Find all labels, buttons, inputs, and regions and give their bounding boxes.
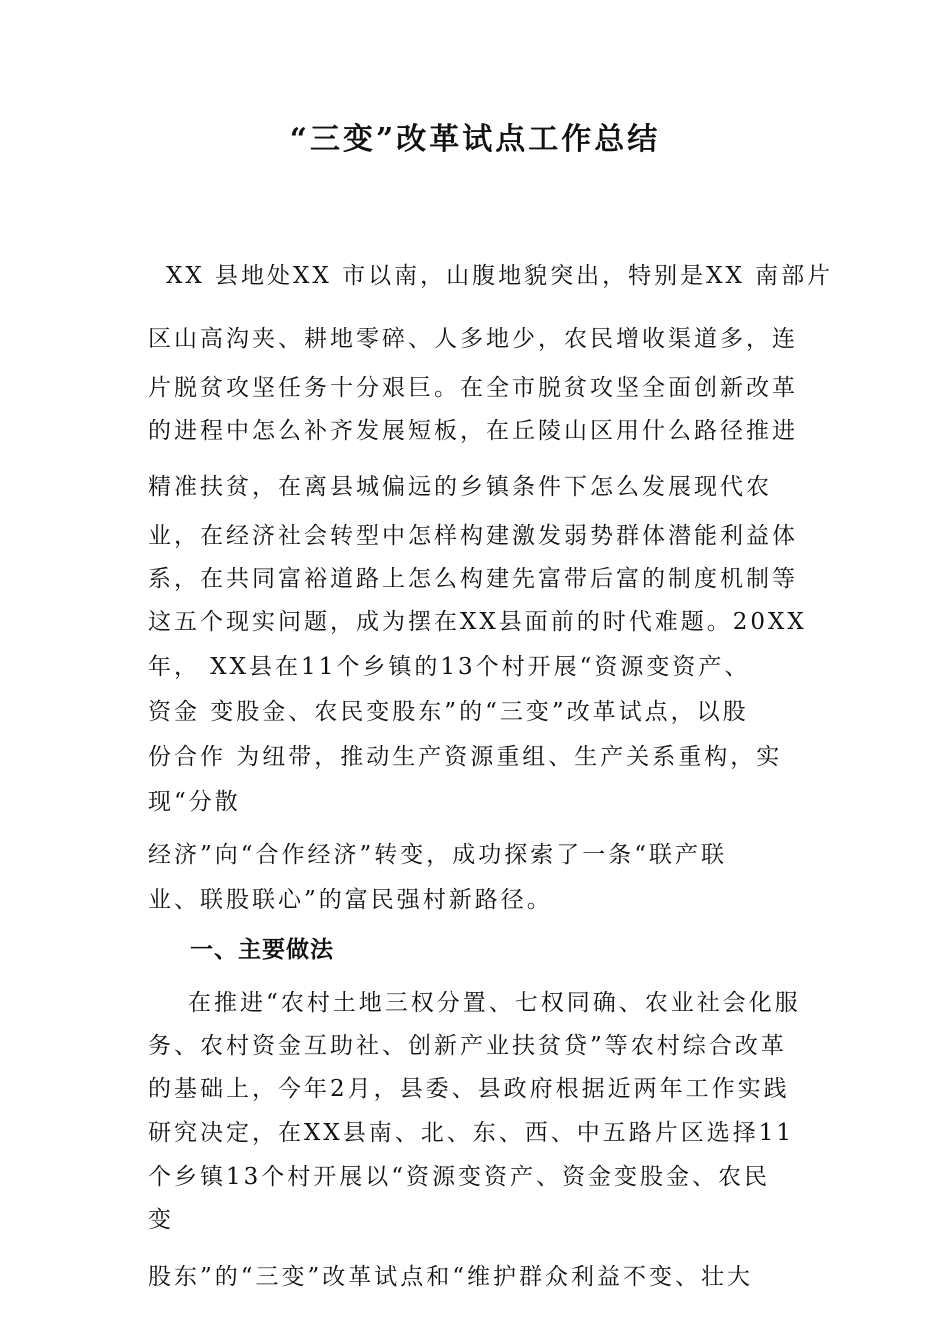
section-line: 股东”的“三变”改革试点和“维护群众利益不变、壮大: [148, 1264, 754, 1290]
intro-line: 业，在经济社会转型中怎样构建激发弱势群体潜能利益体: [148, 523, 798, 549]
document-title: “三变”改革试点工作总结: [289, 122, 661, 157]
section-line: 在推进“农村土地三权分置、七权同确、农业社会化服: [188, 990, 801, 1016]
intro-line: 片脱贫攻坚任务十分艰巨。在全市脱贫攻坚全面创新改革: [148, 375, 798, 401]
intro-line: 经济”向“合作经济”转变，成功探索了一条“联产联: [148, 842, 728, 868]
section-heading: 一、主要做法: [190, 937, 334, 963]
section-line: 的基础上，今年2月，县委、县政府根据近两年工作实践: [148, 1076, 790, 1102]
intro-line: 的进程中怎么补齐发展短板，在丘陵山区用什么路径推进: [148, 418, 798, 444]
intro-line: 精准扶贫，在离县城偏远的乡镇条件下怎么发展现代农: [148, 474, 772, 500]
intro-line: 资金 变股金、农民变股东”的“三变”改革试点，以股: [148, 699, 749, 725]
intro-line: XX 县地处XX 市以南，山腹地貌突出，特别是XX 南部片: [166, 263, 834, 289]
intro-line: 区山高沟夹、耕地零碎、人多地少，农民增收渠道多，连: [148, 326, 798, 352]
intro-line: 这五个现实问题，成为摆在XX县面前的时代难题。20XX: [148, 609, 807, 635]
intro-line: 年， XX县在11个乡镇的13个村开展“资源变资产、: [148, 654, 751, 680]
section-line: 务、农村资金互助社、创新产业扶贫贷”等农村综合改革: [148, 1033, 787, 1059]
section-line: 个乡镇13个村开展以“资源变资产、资金变股金、农民: [148, 1164, 771, 1190]
intro-line: 业、联股联心”的富民强村新路径。: [148, 887, 553, 913]
section-line: 研究决定，在XX县南、北、东、西、中五路片区选择11: [148, 1120, 795, 1146]
section-line: 变: [148, 1207, 174, 1233]
intro-line: 份合作 为纽带，推动生产资源重组、生产关系重构，实: [148, 744, 783, 770]
intro-line: 系，在共同富裕道路上怎么构建先富带后富的制度机制等: [148, 566, 798, 592]
intro-line: 现“分散: [148, 789, 241, 815]
